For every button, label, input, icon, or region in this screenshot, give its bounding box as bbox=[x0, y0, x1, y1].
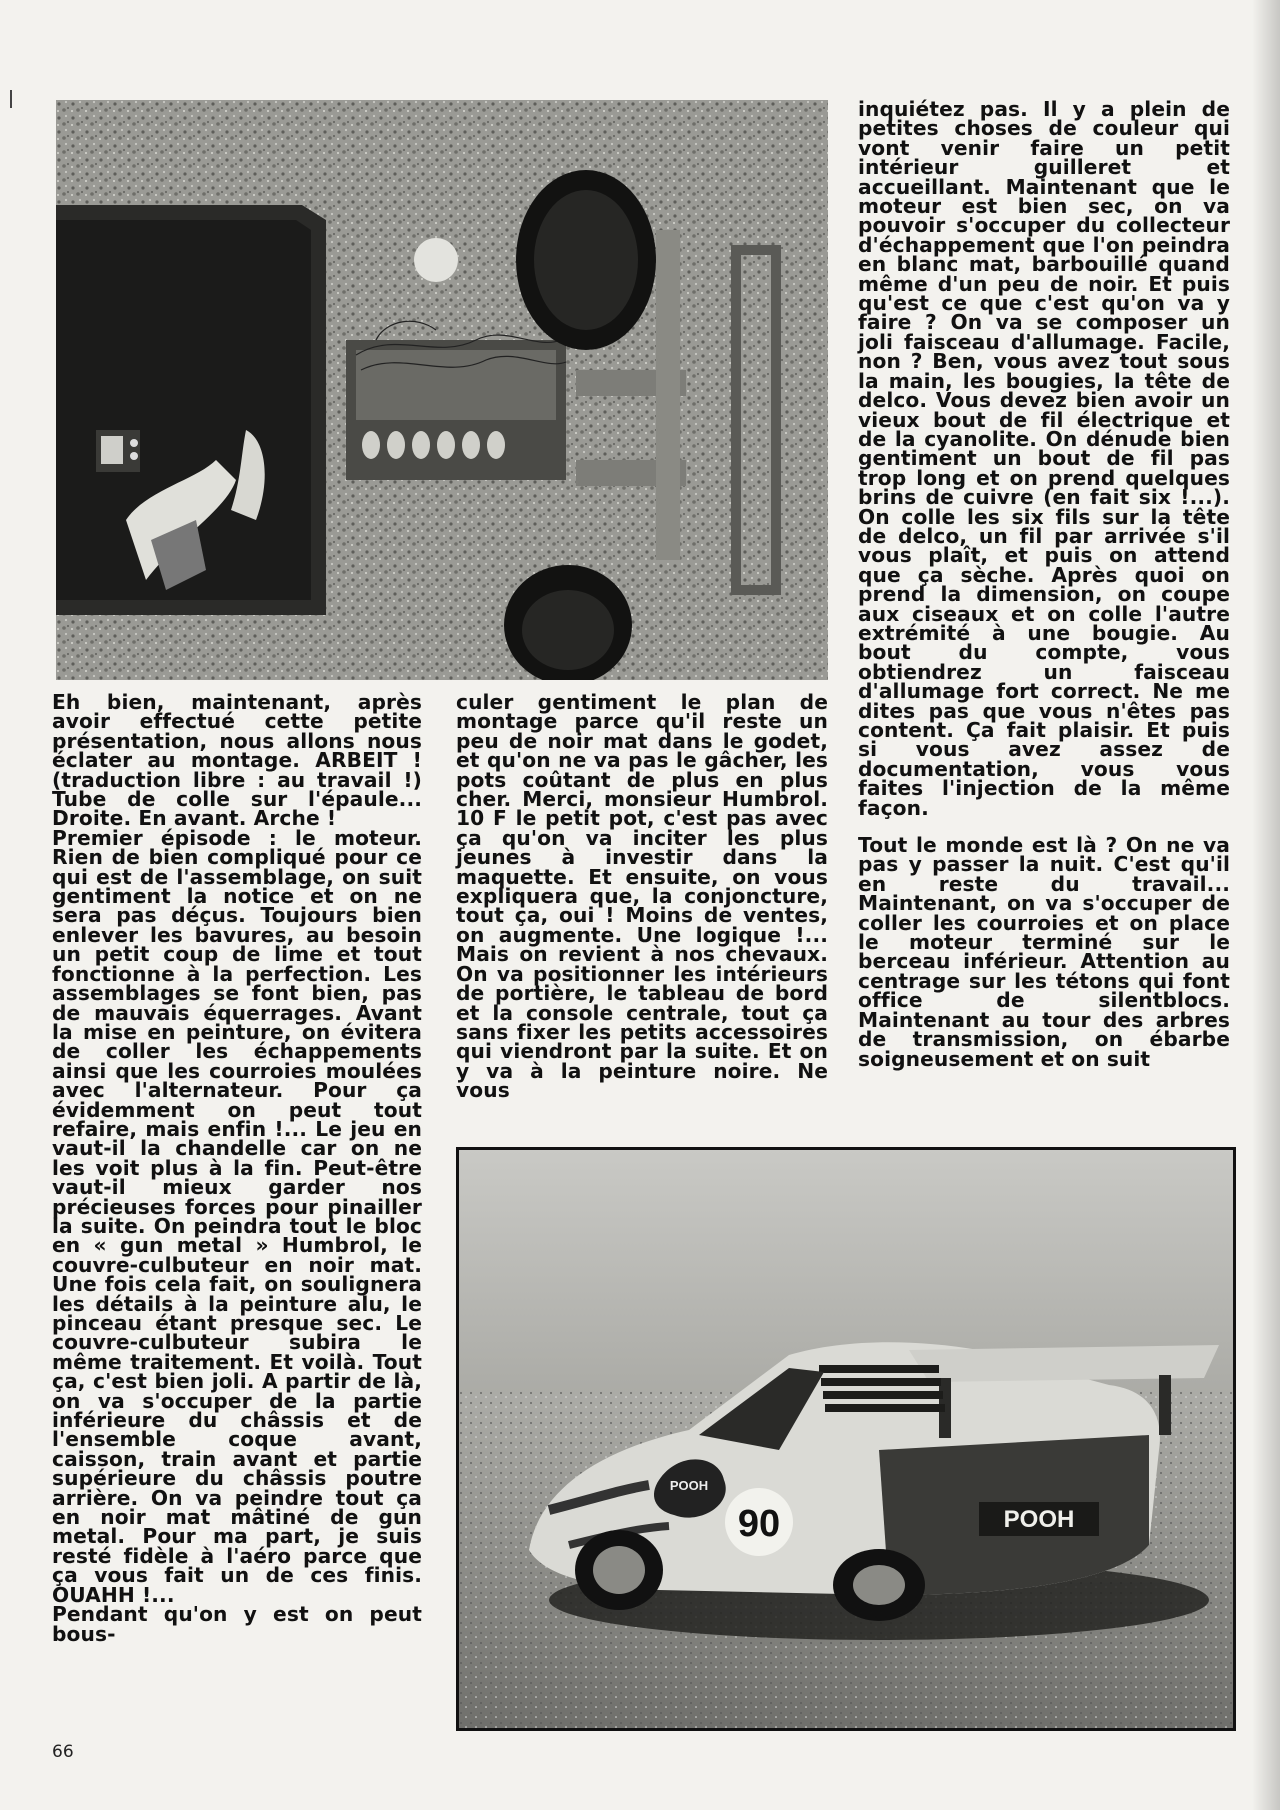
car-model-illustration bbox=[459, 1150, 1233, 1728]
chassis-engine-photo bbox=[56, 100, 828, 680]
paragraph: Tout le monde est là ? On ne va pas y passer la nuit. C'est qu'il en reste du travail... Maintenant, on va s'occuper de coller les courroies et on place le moteur terminé sur le berceau inférieur. Attention au centrage sur les tétons qui font office de silentblocs. Maintenant au tour des arbres de transmission, on ébarbe soigneusement et on suit bbox=[858, 833, 1230, 1071]
text-column-middle bbox=[456, 690, 828, 1103]
text-column-right bbox=[858, 97, 1230, 1071]
chassis-engine-illustration bbox=[56, 100, 828, 680]
page-edge-shadow bbox=[1252, 0, 1280, 1810]
paragraph: Premier épisode : le moteur. Rien de bien compliqué pour ce qui est de l'assemblage, on suit gentiment la notice et on ne sera pas déçus. Toujours bien enlever les bavures, au besoin un petit coup de lime et tout fonctionne à la perfection. Les assemblages se font bien, pas de mauvais équerrages. Avant la mise en peinture, on évitera de coller les échappements ainsi que les courroies moulées avec l'alternateur. Pour ça évidemment on peut tout refaire, mais enfin !... Le jeu en vaut-il la chandelle car on ne les voit plus à la fin. Peut-être vaut-il mieux garder nos précieuses forces pour pinailler la suite. On peindra tout le bloc en « gun metal » Humbrol, le couvre-culbuteur en noir mat. Une fois cela fait, on soulignera les détails à la peinture alu, le pinceau étant presque sec. Le couvre-culbuteur subira le même traitement. Et voilà. Tout ça, c'est bien joli. A partir de là, on va s'occuper de la partie inférieure du châssis et de l'ensemble coque avant, caisson, train avant et partie supérieure du châssis poutre arrière. On va peindre tout ça en noir mat mâtiné de gun metal. Pour ma part, je suis resté fidèle à l'aéro parce que ça vous fait un de ces finis. OUAHH !... bbox=[52, 825, 422, 1607]
plate-text: POOH bbox=[1003, 1506, 1075, 1533]
car-model-photo bbox=[456, 1147, 1236, 1731]
paragraph: Eh bien, maintenant, après avoir effectué cette petite présentation, nous allons nous éclater au montage. ARBEIT ! (traduction libre : au travail !) Tube de colle sur l'épaule... Droite. En avant. Arche ! bbox=[52, 690, 422, 831]
scan-edge-mark bbox=[10, 90, 12, 108]
paragraph: culer gentiment le plan de montage parce qu'il reste un peu de noir mat dans le godet, et qu'on ne va pas le gâcher, les pots coûtant de plus en plus cher. Merci, monsieur Humbrol. 10 F le petit pot, c'est pas avec ça qu'on va inciter les plus jeunes à investir dans la maquette. Et ensuite, on vous expliquera que, la conjoncture, tout ça, oui ! Moins de ventes, on augmente. Une logique !... Mais on revient à nos chevaux. On va positionner les intérieurs de portière, le tableau de bord et la console centrale, tout ça sans fixer les petits accessoires qui viendront par la suite. Et on y va à la peinture noire. Ne vous bbox=[456, 690, 828, 1103]
door-number: 90 bbox=[737, 1503, 781, 1545]
paragraph: Pendant qu'on y est on peut bous- bbox=[52, 1602, 422, 1646]
page-number: 66 bbox=[52, 1742, 74, 1762]
paragraph: inquiétez pas. Il y a plein de petites choses de couleur qui vont venir faire un petit intérieur guilleret et accueillant. Maintenant que le moteur est bien sec, on va pouvoir s'occuper du collecteur d'échappement que l'on peindra en blanc mat, barbouillé quand même d'un peu de noir. Et puis qu'est ce que c'est qu'on va y faire ? On va se composer un joli faisceau d'allumage. Facile, non ? Ben, vous avez tout sous la main, les bougies, la tête de delco. Vous devez bien avoir un vieux bout de fil électrique et de la cyanolite. On dénude bien gentiment un bout de fil pas trop long et on prend quelques brins de cuivre (en fait six !...). On colle les six fils sur la tête de delco, un fil par arrivée s'il vous plaît, et puis on attend que ça sèche. Après quoi on prend la dimension, on coupe aux ciseaux et on colle l'autre extrémité à une bougie. Au bout du compte, vous obtiendrez un faisceau d'allumage fort correct. Ne me dites pas que vous n'êtes pas content. Ça fait plaisir. Et puis si vous avez assez de documentation, vous vous faites l'injection de la même façon. bbox=[858, 97, 1230, 820]
text-column-left bbox=[52, 690, 422, 1646]
door-logo-text: POOH bbox=[669, 1478, 709, 1493]
